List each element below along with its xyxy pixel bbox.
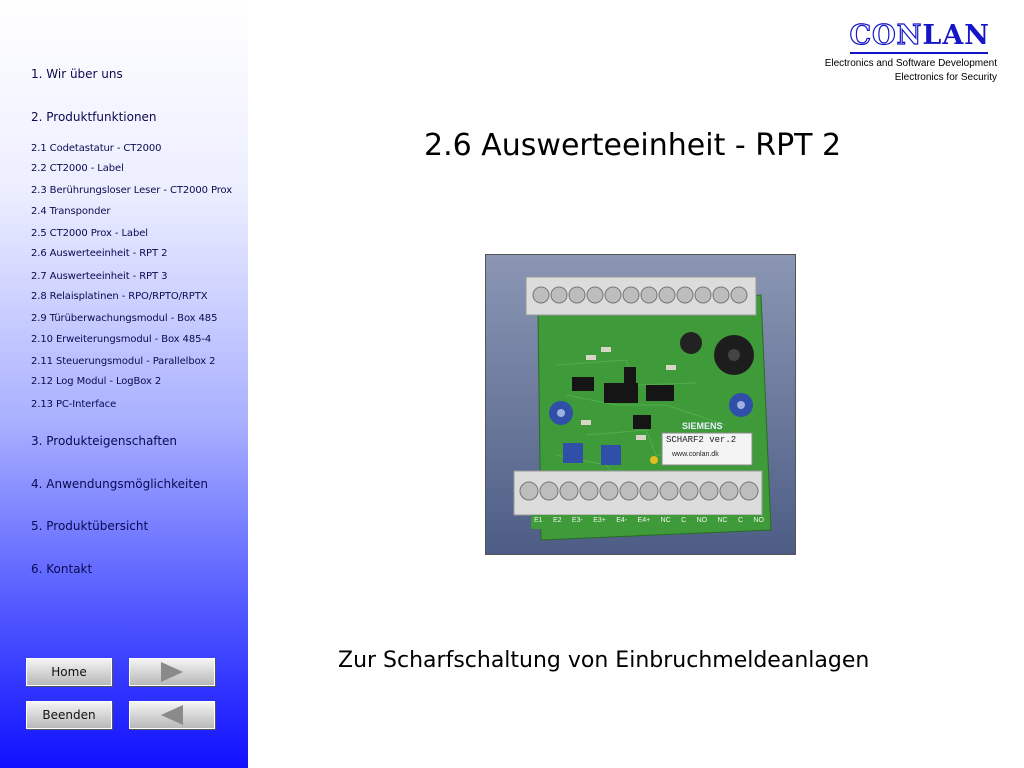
home-button[interactable]: Home (26, 658, 112, 686)
back-button[interactable] (129, 701, 215, 729)
terminal-label: NC (717, 517, 728, 524)
menu-item-2-1[interactable]: 2.1 Codetastatur - CT2000 (31, 143, 162, 154)
tagline-security: Electronics for Security (894, 72, 997, 83)
menu-item-2-2[interactable]: 2.2 CT2000 - Label (31, 163, 124, 174)
menu-item-anwendungsmoeglichkeiten[interactable]: 4. Anwendungsmöglichkeiten (31, 477, 209, 491)
menu-item-2-5[interactable]: 2.5 CT2000 Prox - Label (31, 228, 148, 239)
arrow-right-icon (130, 659, 214, 685)
menu-item-wir-ueber-uns[interactable]: 1. Wir über uns (31, 67, 123, 81)
menu-item-2-7[interactable]: 2.7 Auswerteeinheit - RPT 3 (31, 271, 168, 282)
page-title: 2.6 Auswerteeinheit - RPT 2 (424, 128, 842, 163)
menu-item-2-9[interactable]: 2.9 Türüberwachungsmodul - Box 485 (31, 313, 218, 324)
menu-item-2-4[interactable]: 2.4 Transponder (31, 206, 111, 217)
menu-item-2-11[interactable]: 2.11 Steuerungsmodul - Parallelbox 2 (31, 356, 216, 367)
terminal-label: C (737, 517, 744, 524)
menu-item-produkteigenschaften[interactable]: 3. Produkteigenschaften (31, 434, 178, 448)
menu-item-produktuebersicht[interactable]: 5. Produktübersicht (31, 519, 149, 533)
terminal-label: E1 (534, 517, 543, 524)
circuit-board-image (486, 255, 795, 554)
logo-con: CON (849, 20, 923, 51)
logo-lan: LAN (922, 20, 990, 51)
arrow-left-icon (130, 702, 214, 728)
menu-item-2-8[interactable]: 2.8 Relaisplatinen - RPO/RPTO/RPTX (31, 291, 208, 302)
conlan-logo (850, 20, 990, 51)
terminal-label: E4- (616, 517, 628, 524)
terminal-label: NC (660, 517, 671, 524)
tagline-development: Electronics and Software Development (824, 58, 997, 69)
forward-button[interactable] (129, 658, 215, 686)
menu-item-produktfunktionen[interactable]: 2. Produktfunktionen (31, 110, 157, 124)
logo-underline (850, 52, 988, 54)
photo-terminal-labels (534, 517, 764, 524)
terminal-label: E3- (571, 517, 583, 524)
sidebar (0, 0, 248, 768)
product-caption: Zur Scharfschaltung von Einbruchmeldeanlagen (338, 648, 870, 673)
terminal-label: NO (753, 517, 764, 524)
exit-button[interactable]: Beenden (26, 701, 112, 729)
photo-label-line2: www.conlan.dk (672, 451, 719, 458)
photo-label-line1: SCHARF2 ver.2 (666, 435, 737, 445)
terminal-label: NO (696, 517, 708, 524)
terminal-label: E2 (552, 517, 562, 524)
photo-brand: SIEMENS (682, 421, 723, 431)
terminal-label: E4+ (637, 517, 651, 524)
terminal-label: E3+ (593, 517, 606, 524)
product-photo (485, 254, 796, 555)
menu-item-2-10[interactable]: 2.10 Erweiterungsmodul - Box 485-4 (31, 334, 212, 345)
menu-item-kontakt[interactable]: 6. Kontakt (31, 562, 93, 576)
menu-item-2-3[interactable]: 2.3 Berührungsloser Leser - CT2000 Prox (31, 185, 233, 196)
menu-item-2-13[interactable]: 2.13 PC-Interface (31, 399, 117, 410)
terminal-label: C (681, 517, 687, 524)
menu-item-2-6[interactable]: 2.6 Auswerteeinheit - RPT 2 (31, 248, 168, 259)
menu-item-2-12[interactable]: 2.12 Log Modul - LogBox 2 (31, 376, 162, 387)
